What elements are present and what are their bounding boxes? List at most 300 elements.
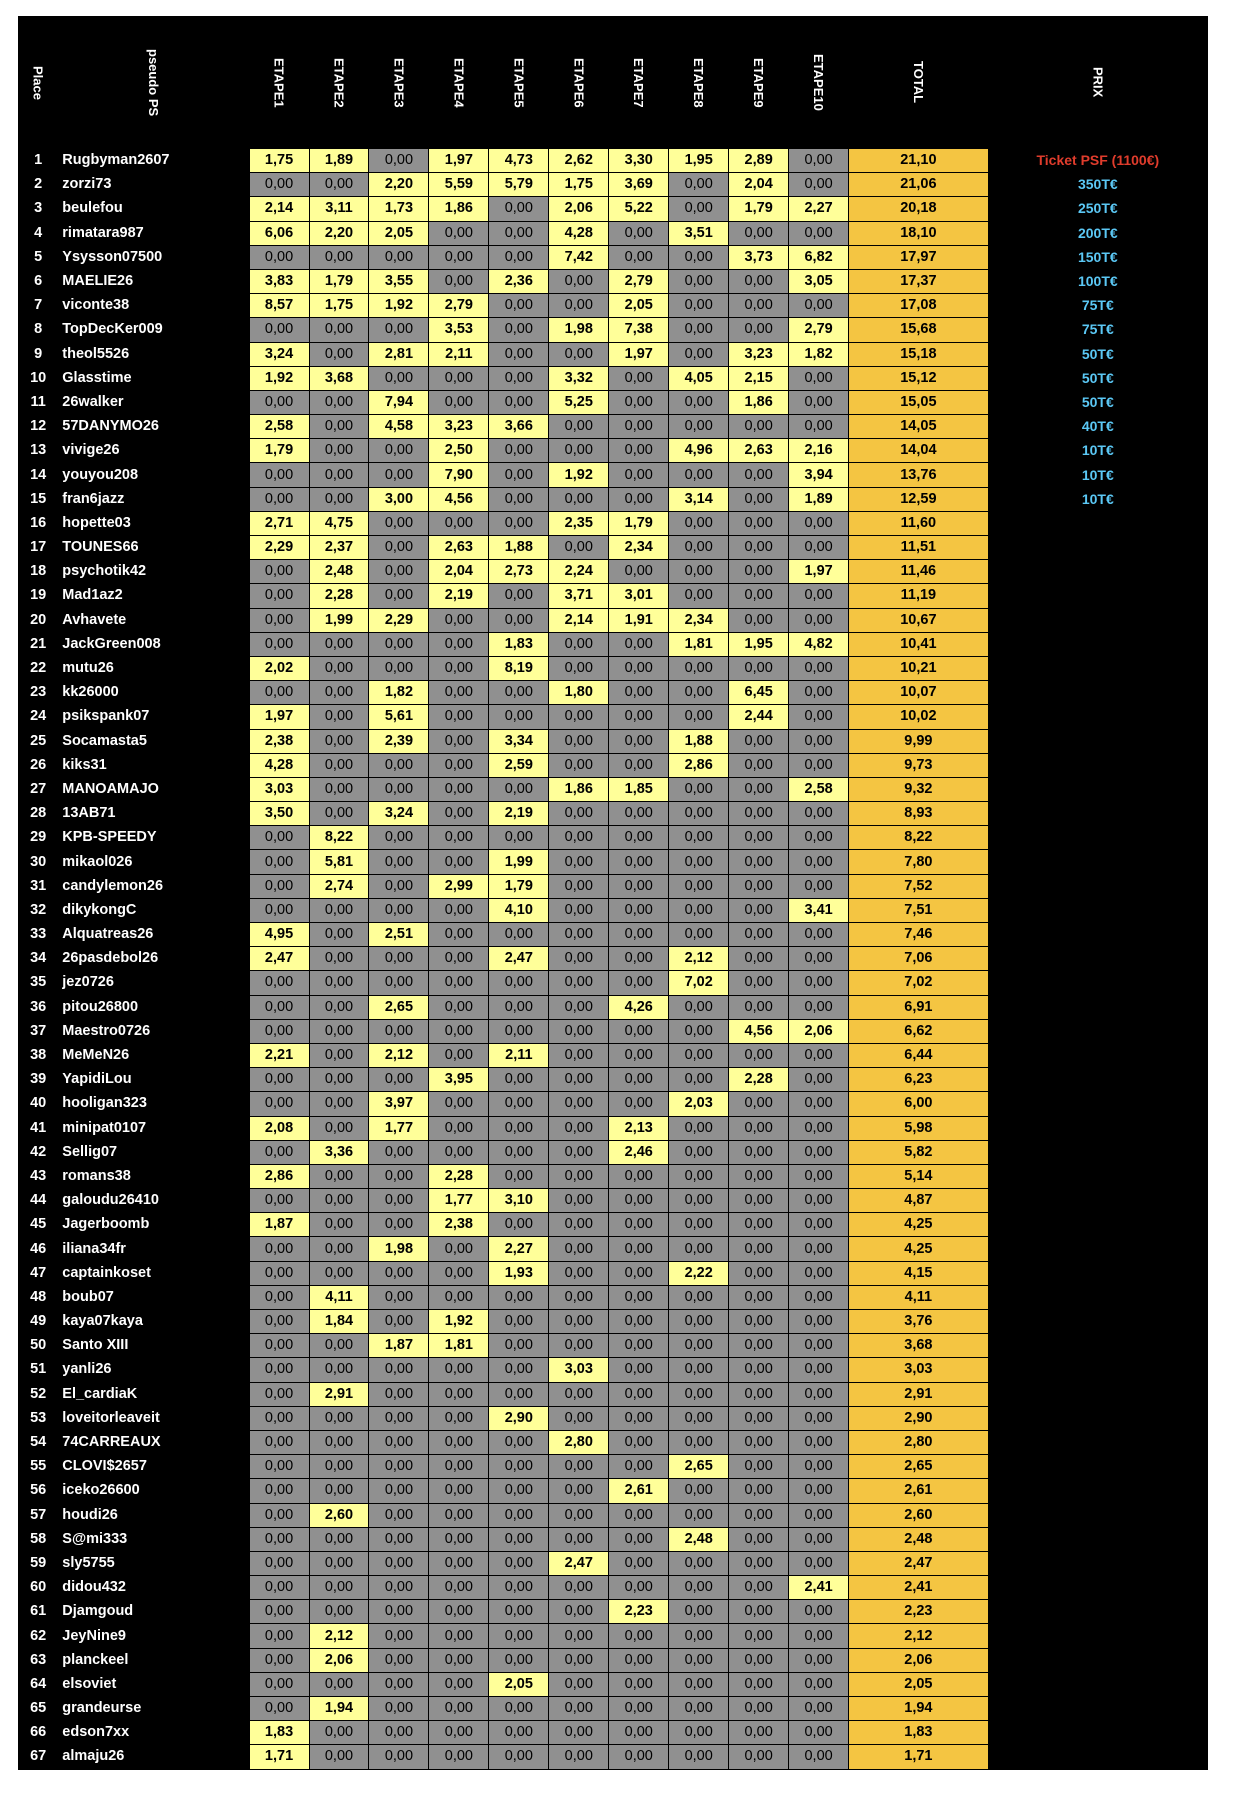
cell-etape6: 0,00	[549, 1527, 609, 1551]
cell-etape7: 3,01	[609, 584, 669, 608]
cell-etape7: 0,00	[609, 439, 669, 463]
cell-etape7: 0,00	[609, 802, 669, 826]
cell-etape2: 0,00	[309, 681, 369, 705]
cell-etape3: 0,00	[369, 1310, 429, 1334]
cell-etape10: 0,00	[789, 173, 849, 197]
cell-etape4: 0,00	[429, 366, 489, 390]
cell-etape10: 0,00	[789, 802, 849, 826]
cell-total: 4,25	[849, 1213, 989, 1237]
cell-etape2: 0,00	[309, 1721, 369, 1745]
cell-prix: 100T€	[988, 269, 1207, 293]
table-row	[19, 463, 1208, 487]
cell-prix	[988, 753, 1207, 777]
cell-place: 41	[19, 1116, 58, 1140]
cell-etape6: 2,06	[549, 197, 609, 221]
cell-etape5: 0,00	[489, 1334, 549, 1358]
cell-place: 15	[19, 487, 58, 511]
table-row	[19, 415, 1208, 439]
cell-etape5: 0,00	[489, 1140, 549, 1164]
cell-total: 20,18	[849, 197, 989, 221]
cell-etape2: 1,99	[309, 608, 369, 632]
cell-etape6: 0,00	[549, 415, 609, 439]
cell-etape7: 0,00	[609, 923, 669, 947]
cell-etape5: 0,00	[489, 439, 549, 463]
cell-total: 8,93	[849, 802, 989, 826]
cell-place: 3	[19, 197, 58, 221]
table-row	[19, 802, 1208, 826]
cell-etape10: 0,00	[789, 753, 849, 777]
cell-prix	[988, 995, 1207, 1019]
cell-etape5: 2,47	[489, 947, 549, 971]
cell-etape1: 2,21	[249, 1043, 309, 1067]
cell-etape10: 0,00	[789, 1237, 849, 1261]
cell-etape6: 1,92	[549, 463, 609, 487]
cell-pseudo: dikykongC	[58, 898, 249, 922]
cell-etape9: 2,44	[729, 705, 789, 729]
cell-etape5: 0,00	[489, 971, 549, 995]
cell-place: 12	[19, 415, 58, 439]
cell-pseudo: psychotik42	[58, 560, 249, 584]
cell-etape4: 0,00	[429, 221, 489, 245]
cell-etape6: 0,00	[549, 995, 609, 1019]
cell-place: 62	[19, 1624, 58, 1648]
cell-etape5: 3,34	[489, 729, 549, 753]
cell-etape3: 0,00	[369, 1455, 429, 1479]
cell-etape10: 0,00	[789, 1406, 849, 1430]
cell-etape2: 3,36	[309, 1140, 369, 1164]
cell-etape7: 0,00	[609, 1068, 669, 1092]
cell-etape1: 0,00	[249, 632, 309, 656]
cell-etape8: 0,00	[669, 1697, 729, 1721]
cell-etape2: 0,00	[309, 1600, 369, 1624]
cell-place: 64	[19, 1672, 58, 1696]
cell-place: 21	[19, 632, 58, 656]
cell-etape7: 0,00	[609, 898, 669, 922]
cell-total: 2,80	[849, 1430, 989, 1454]
cell-etape3: 3,00	[369, 487, 429, 511]
cell-etape7: 0,00	[609, 632, 669, 656]
cell-etape8: 2,22	[669, 1261, 729, 1285]
cell-etape2: 0,00	[309, 463, 369, 487]
cell-prix	[988, 681, 1207, 705]
cell-place: 38	[19, 1043, 58, 1067]
cell-etape9: 0,00	[729, 1697, 789, 1721]
table-row	[19, 269, 1208, 293]
cell-etape7: 0,00	[609, 947, 669, 971]
cell-etape9: 6,45	[729, 681, 789, 705]
cell-etape5: 2,19	[489, 802, 549, 826]
cell-etape5: 0,00	[489, 1697, 549, 1721]
cell-prix	[988, 802, 1207, 826]
cell-etape6: 0,00	[549, 898, 609, 922]
cell-etape6: 3,71	[549, 584, 609, 608]
table-row	[19, 1697, 1208, 1721]
cell-prix	[988, 584, 1207, 608]
table-row	[19, 1648, 1208, 1672]
cell-etape1: 0,00	[249, 1503, 309, 1527]
cell-etape5: 0,00	[489, 705, 549, 729]
cell-etape8: 0,00	[669, 1285, 729, 1309]
cell-etape4: 0,00	[429, 923, 489, 947]
cell-etape3: 0,00	[369, 874, 429, 898]
cell-etape8: 0,00	[669, 415, 729, 439]
cell-etape1: 2,29	[249, 536, 309, 560]
cell-total: 2,12	[849, 1624, 989, 1648]
table-row	[19, 995, 1208, 1019]
cell-prix	[988, 1043, 1207, 1067]
cell-total: 10,07	[849, 681, 989, 705]
cell-pseudo: boub07	[58, 1285, 249, 1309]
cell-etape8: 2,48	[669, 1527, 729, 1551]
cell-etape9: 0,00	[729, 1551, 789, 1575]
cell-prix	[988, 1479, 1207, 1503]
cell-place: 40	[19, 1092, 58, 1116]
cell-etape4: 0,00	[429, 705, 489, 729]
cell-prix	[988, 1189, 1207, 1213]
cell-etape6: 1,80	[549, 681, 609, 705]
cell-total: 1,83	[849, 1721, 989, 1745]
cell-total: 9,32	[849, 777, 989, 801]
cell-etape4: 1,92	[429, 1310, 489, 1334]
cell-etape5: 0,00	[489, 995, 549, 1019]
cell-etape8: 3,14	[669, 487, 729, 511]
cell-etape1: 0,00	[249, 584, 309, 608]
cell-total: 15,12	[849, 366, 989, 390]
table-row	[19, 221, 1208, 245]
cell-prix	[988, 947, 1207, 971]
cell-etape8: 0,00	[669, 342, 729, 366]
cell-etape4: 1,97	[429, 149, 489, 173]
cell-prix	[988, 1551, 1207, 1575]
cell-etape5: 0,00	[489, 681, 549, 705]
cell-etape3: 1,73	[369, 197, 429, 221]
cell-etape10: 0,00	[789, 536, 849, 560]
cell-pseudo: youyou208	[58, 463, 249, 487]
cell-etape8: 1,81	[669, 632, 729, 656]
cell-etape5: 0,00	[489, 197, 549, 221]
cell-etape3: 0,00	[369, 1285, 429, 1309]
cell-etape3: 0,00	[369, 560, 429, 584]
cell-etape8: 0,00	[669, 1721, 729, 1745]
cell-etape2: 0,00	[309, 439, 369, 463]
cell-total: 3,76	[849, 1310, 989, 1334]
cell-prix	[988, 923, 1207, 947]
cell-etape3: 0,00	[369, 1140, 429, 1164]
table-row	[19, 850, 1208, 874]
cell-place: 30	[19, 850, 58, 874]
cell-etape2: 0,00	[309, 1261, 369, 1285]
cell-etape5: 2,05	[489, 1672, 549, 1696]
cell-etape10: 0,00	[789, 608, 849, 632]
col-header-etape9: ETAPE9	[729, 17, 789, 149]
cell-etape5: 0,00	[489, 1503, 549, 1527]
table-row	[19, 1116, 1208, 1140]
cell-etape8: 0,00	[669, 1019, 729, 1043]
cell-prix	[988, 1382, 1207, 1406]
cell-etape4: 4,56	[429, 487, 489, 511]
cell-etape7: 0,00	[609, 366, 669, 390]
cell-etape4: 3,95	[429, 1068, 489, 1092]
cell-etape5: 0,00	[489, 1745, 549, 1769]
cell-etape6: 0,00	[549, 1019, 609, 1043]
cell-etape3: 0,00	[369, 511, 429, 535]
cell-etape8: 0,00	[669, 463, 729, 487]
cell-etape4: 0,00	[429, 1648, 489, 1672]
table-row	[19, 826, 1208, 850]
cell-etape5: 0,00	[489, 511, 549, 535]
cell-etape2: 2,74	[309, 874, 369, 898]
cell-etape3: 0,00	[369, 1648, 429, 1672]
cell-etape8: 0,00	[669, 1600, 729, 1624]
cell-etape9: 0,00	[729, 463, 789, 487]
cell-prix	[988, 511, 1207, 535]
table-row	[19, 1455, 1208, 1479]
cell-etape8: 0,00	[669, 1406, 729, 1430]
cell-etape2: 2,06	[309, 1648, 369, 1672]
cell-pseudo: edson7xx	[58, 1721, 249, 1745]
cell-etape10: 0,00	[789, 1527, 849, 1551]
cell-etape9: 2,63	[729, 439, 789, 463]
cell-place: 58	[19, 1527, 58, 1551]
cell-etape1: 0,00	[249, 1358, 309, 1382]
cell-etape10: 0,00	[789, 1068, 849, 1092]
cell-etape2: 8,22	[309, 826, 369, 850]
cell-etape7: 0,00	[609, 1164, 669, 1188]
cell-etape2: 1,84	[309, 1310, 369, 1334]
cell-etape2: 0,00	[309, 1527, 369, 1551]
cell-place: 17	[19, 536, 58, 560]
cell-pseudo: pitou26800	[58, 995, 249, 1019]
cell-etape4: 0,00	[429, 1721, 489, 1745]
cell-total: 5,14	[849, 1164, 989, 1188]
cell-etape10: 0,00	[789, 1164, 849, 1188]
cell-etape3: 0,00	[369, 1721, 429, 1745]
cell-etape8: 0,00	[669, 1310, 729, 1334]
cell-etape7: 2,23	[609, 1600, 669, 1624]
cell-pseudo: vivige26	[58, 439, 249, 463]
cell-etape9: 0,00	[729, 898, 789, 922]
cell-etape4: 0,00	[429, 1261, 489, 1285]
cell-etape10: 0,00	[789, 1092, 849, 1116]
cell-etape4: 0,00	[429, 390, 489, 414]
cell-etape1: 1,87	[249, 1213, 309, 1237]
table-row	[19, 1551, 1208, 1575]
cell-total: 21,06	[849, 173, 989, 197]
cell-etape1: 2,47	[249, 947, 309, 971]
cell-etape2: 0,00	[309, 1116, 369, 1140]
cell-etape9: 0,00	[729, 560, 789, 584]
cell-pseudo: sly5755	[58, 1551, 249, 1575]
cell-pseudo: captainkoset	[58, 1261, 249, 1285]
table-row	[19, 1310, 1208, 1334]
cell-pseudo: houdi26	[58, 1503, 249, 1527]
cell-etape2: 0,00	[309, 971, 369, 995]
cell-place: 59	[19, 1551, 58, 1575]
cell-prix	[988, 1116, 1207, 1140]
cell-etape5: 1,99	[489, 850, 549, 874]
cell-etape7: 0,00	[609, 826, 669, 850]
cell-etape5: 3,10	[489, 1189, 549, 1213]
cell-etape1: 2,71	[249, 511, 309, 535]
cell-etape9: 0,00	[729, 1406, 789, 1430]
cell-etape1: 0,00	[249, 1237, 309, 1261]
cell-etape9: 0,00	[729, 1334, 789, 1358]
cell-etape9: 0,00	[729, 1721, 789, 1745]
cell-etape6: 0,00	[549, 1116, 609, 1140]
cell-etape9: 2,28	[729, 1068, 789, 1092]
cell-etape6: 0,00	[549, 1648, 609, 1672]
cell-etape2: 0,00	[309, 1068, 369, 1092]
cell-etape1: 0,00	[249, 850, 309, 874]
cell-etape10: 0,00	[789, 681, 849, 705]
cell-etape10: 0,00	[789, 1310, 849, 1334]
table-row	[19, 923, 1208, 947]
cell-pseudo: viconte38	[58, 294, 249, 318]
cell-etape7: 1,85	[609, 777, 669, 801]
cell-etape3: 0,00	[369, 584, 429, 608]
cell-etape1: 1,79	[249, 439, 309, 463]
cell-total: 5,82	[849, 1140, 989, 1164]
cell-place: 2	[19, 173, 58, 197]
table-row	[19, 1043, 1208, 1067]
cell-etape2: 0,00	[309, 705, 369, 729]
cell-prix	[988, 1745, 1207, 1769]
cell-pseudo: almaju26	[58, 1745, 249, 1769]
cell-prix	[988, 705, 1207, 729]
cell-etape10: 0,00	[789, 1261, 849, 1285]
cell-etape2: 0,00	[309, 415, 369, 439]
cell-total: 11,46	[849, 560, 989, 584]
cell-total: 6,91	[849, 995, 989, 1019]
cell-etape10: 3,94	[789, 463, 849, 487]
cell-etape4: 0,00	[429, 947, 489, 971]
cell-etape6: 1,75	[549, 173, 609, 197]
cell-etape7: 3,69	[609, 173, 669, 197]
cell-etape5: 0,00	[489, 777, 549, 801]
cell-etape8: 0,00	[669, 1648, 729, 1672]
cell-prix	[988, 1721, 1207, 1745]
cell-total: 4,11	[849, 1285, 989, 1309]
table-row	[19, 439, 1208, 463]
cell-etape9: 0,00	[729, 415, 789, 439]
cell-etape1: 2,08	[249, 1116, 309, 1140]
cell-etape5: 0,00	[489, 1310, 549, 1334]
cell-etape7: 0,00	[609, 1237, 669, 1261]
cell-etape10: 2,79	[789, 318, 849, 342]
cell-etape6: 0,00	[549, 971, 609, 995]
cell-prix	[988, 1358, 1207, 1382]
cell-etape8: 0,00	[669, 898, 729, 922]
cell-prix	[988, 1019, 1207, 1043]
cell-etape7: 0,00	[609, 1672, 669, 1696]
cell-etape3: 1,87	[369, 1334, 429, 1358]
cell-etape9: 0,00	[729, 1479, 789, 1503]
cell-total: 13,76	[849, 463, 989, 487]
cell-etape2: 0,00	[309, 173, 369, 197]
cell-etape2: 2,12	[309, 1624, 369, 1648]
cell-etape5: 3,66	[489, 415, 549, 439]
cell-prix	[988, 1648, 1207, 1672]
cell-etape4: 0,00	[429, 1285, 489, 1309]
cell-place: 22	[19, 656, 58, 680]
table-row	[19, 318, 1208, 342]
table-row	[19, 971, 1208, 995]
cell-prix	[988, 1164, 1207, 1188]
cell-etape6: 0,00	[549, 1721, 609, 1745]
cell-prix	[988, 826, 1207, 850]
cell-place: 20	[19, 608, 58, 632]
cell-etape5: 0,00	[489, 1068, 549, 1092]
cell-etape3: 3,24	[369, 802, 429, 826]
cell-etape6: 0,00	[549, 1213, 609, 1237]
cell-etape8: 0,00	[669, 777, 729, 801]
cell-total: 7,80	[849, 850, 989, 874]
cell-etape7: 0,00	[609, 1430, 669, 1454]
cell-etape1: 6,06	[249, 221, 309, 245]
cell-etape3: 0,00	[369, 1164, 429, 1188]
cell-etape7: 7,38	[609, 318, 669, 342]
cell-etape5: 0,00	[489, 390, 549, 414]
cell-pseudo: didou432	[58, 1576, 249, 1600]
cell-etape4: 0,00	[429, 1430, 489, 1454]
cell-etape4: 0,00	[429, 269, 489, 293]
cell-etape7: 5,22	[609, 197, 669, 221]
table-row	[19, 898, 1208, 922]
cell-etape8: 0,00	[669, 1479, 729, 1503]
cell-etape7: 2,46	[609, 1140, 669, 1164]
cell-etape9: 1,95	[729, 632, 789, 656]
cell-pseudo: Socamasta5	[58, 729, 249, 753]
cell-etape5: 0,00	[489, 1164, 549, 1188]
cell-etape9: 1,86	[729, 390, 789, 414]
cell-etape8: 0,00	[669, 1164, 729, 1188]
cell-etape5: 4,10	[489, 898, 549, 922]
cell-etape6: 0,00	[549, 1261, 609, 1285]
cell-total: 7,06	[849, 947, 989, 971]
cell-etape8: 0,00	[669, 826, 729, 850]
cell-etape6: 0,00	[549, 1285, 609, 1309]
cell-place: 39	[19, 1068, 58, 1092]
cell-etape5: 0,00	[489, 608, 549, 632]
cell-etape1: 0,00	[249, 1672, 309, 1696]
cell-etape9: 0,00	[729, 1382, 789, 1406]
cell-etape8: 0,00	[669, 294, 729, 318]
table-row	[19, 1213, 1208, 1237]
cell-place: 7	[19, 294, 58, 318]
cell-etape4: 0,00	[429, 971, 489, 995]
cell-etape2: 0,00	[309, 1019, 369, 1043]
cell-etape3: 0,00	[369, 898, 429, 922]
cell-prix	[988, 898, 1207, 922]
cell-etape1: 3,50	[249, 802, 309, 826]
cell-etape10: 0,00	[789, 1455, 849, 1479]
cell-prix: 10T€	[988, 439, 1207, 463]
cell-etape4: 0,00	[429, 1382, 489, 1406]
table-row	[19, 511, 1208, 535]
cell-place: 45	[19, 1213, 58, 1237]
cell-etape4: 0,00	[429, 1455, 489, 1479]
cell-etape1: 0,00	[249, 1697, 309, 1721]
cell-prix: 75T€	[988, 318, 1207, 342]
table-row	[19, 366, 1208, 390]
cell-etape4: 3,23	[429, 415, 489, 439]
cell-etape6: 0,00	[549, 1140, 609, 1164]
cell-etape9: 0,00	[729, 874, 789, 898]
cell-etape8: 1,95	[669, 149, 729, 173]
cell-total: 4,25	[849, 1237, 989, 1261]
cell-etape9: 0,00	[729, 318, 789, 342]
cell-etape3: 0,00	[369, 1189, 429, 1213]
